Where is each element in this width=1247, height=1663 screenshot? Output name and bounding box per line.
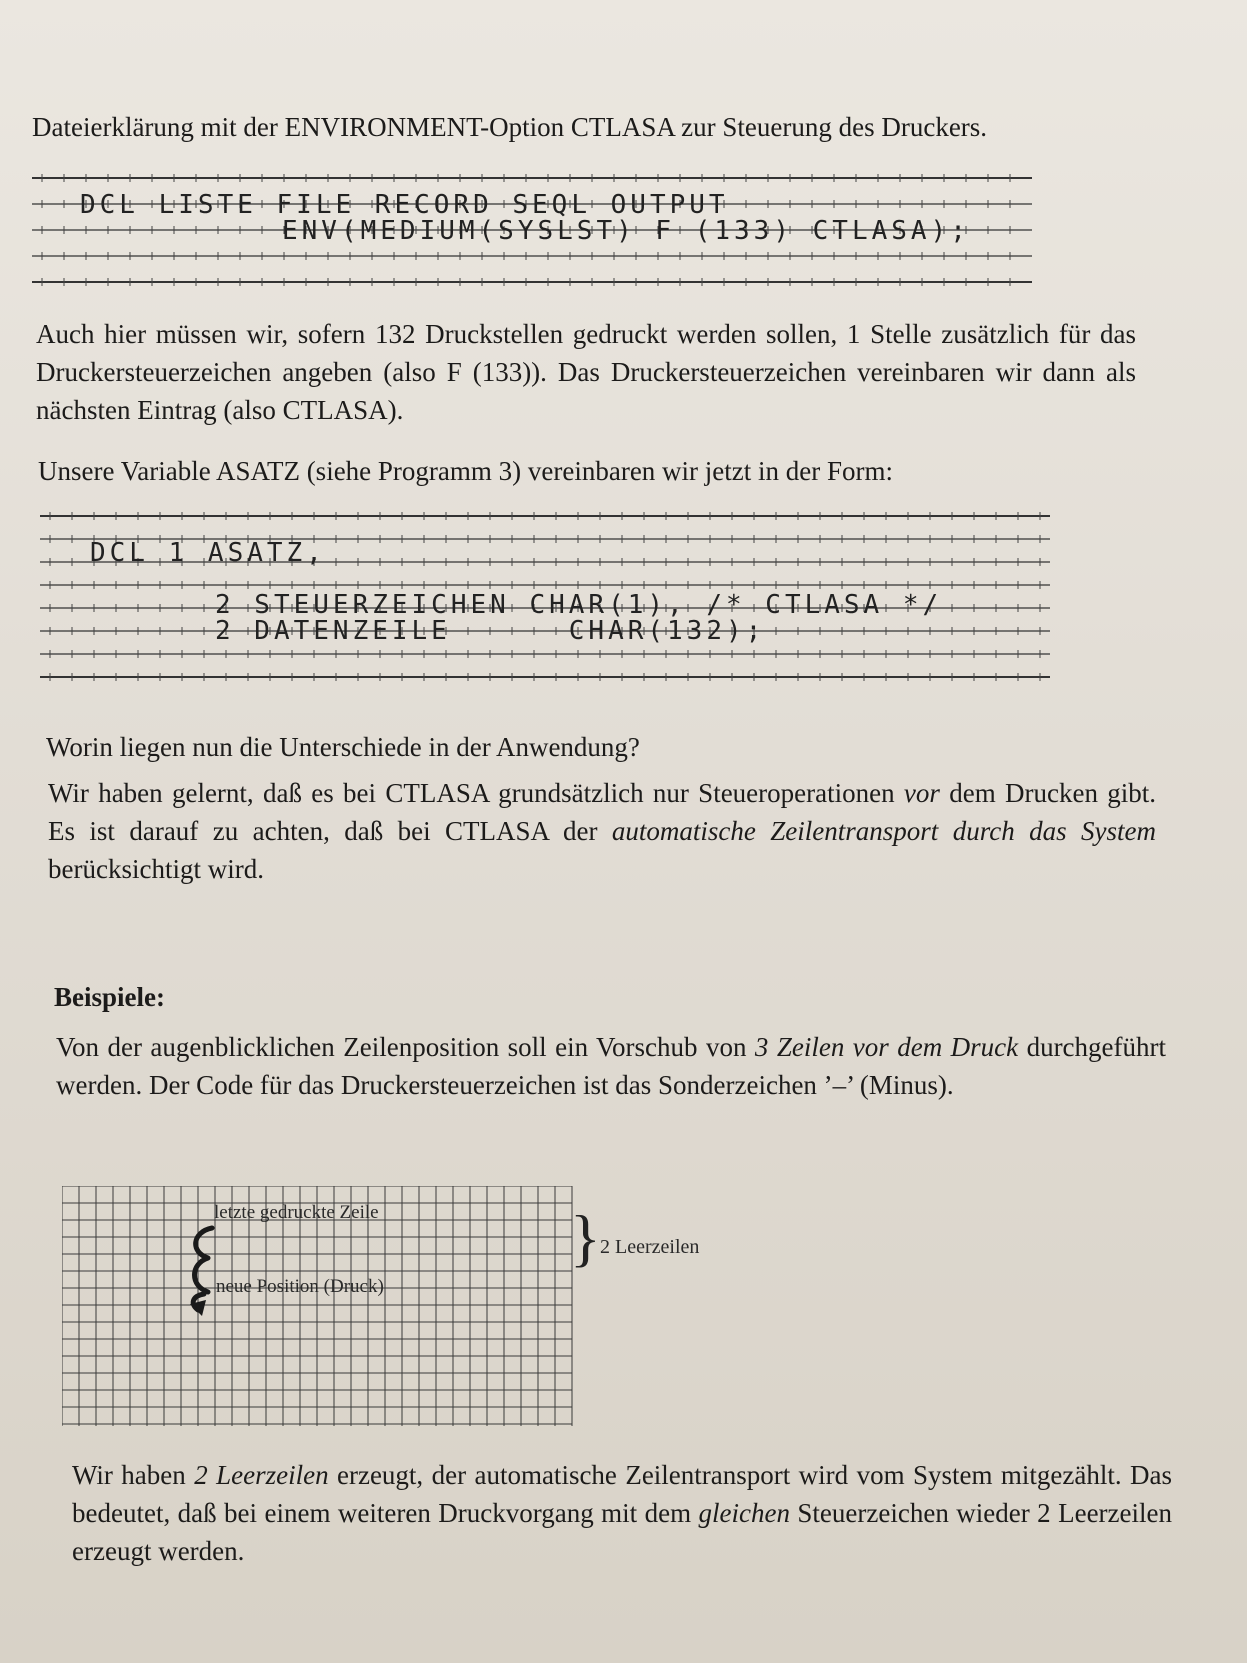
coding-sheet-1 xyxy=(32,168,1032,288)
text-span: dem Drucken gibt. Es ist darauf zu achten, daß bei CTLASA der xyxy=(48,778,1156,846)
label-blank-lines: 2 Leerzeilen xyxy=(600,1236,700,1258)
text-span: Wir haben gelernt, daß es bei CTLASA grundsätzlich nur Steueroperationen xyxy=(48,778,904,808)
paragraph-4 xyxy=(56,1028,1166,1104)
code-line: 2 STEUERZEICHEN CHAR(1), /* CTLASA */ xyxy=(215,590,943,620)
text-span: berücksichtigt wird. xyxy=(48,854,264,884)
emphasis: 3 Zeilen vor dem Druck xyxy=(754,1032,1019,1062)
emphasis: gleichen xyxy=(698,1498,790,1528)
intro-line: Dateierklärung mit der ENVIRONMENT-Option CTLASA zur Steuerung des Druckers. xyxy=(32,112,988,142)
emphasis: vor xyxy=(903,778,940,808)
examples-heading: Beispiele: xyxy=(54,982,165,1012)
text-span: durchgeführt werden. Der Code für das Druckersteuerzeichen ist das Sonderzeichen ’–’ (Minus). xyxy=(56,1032,1167,1100)
text-span: Wir haben xyxy=(72,1460,195,1490)
code-line: DCL LISTE FILE RECORD SEQL OUTPUT xyxy=(80,190,729,220)
question: Worin liegen nun die Unterschiede in der Anwendung? xyxy=(46,732,640,762)
paragraph-5 xyxy=(72,1456,1172,1570)
arrow-icon xyxy=(184,1214,224,1324)
paragraph-3 xyxy=(48,774,1156,888)
code-line: DCL 1 ASATZ, xyxy=(90,538,326,568)
print-grid-diagram xyxy=(62,1186,722,1436)
label-last-line: letzte gedruckte Zeile xyxy=(214,1202,379,1223)
paragraph-1: Auch hier müssen wir, sofern 132 Druckstellen gedruckt werden sollen, 1 Stelle zusätzlich für das Druckersteuerzeichen angeben (also F (133)). Das Druckersteuerzeichen vereinbaren wir dann als nächsten Eintrag (also CTLASA). xyxy=(36,319,1136,425)
code-line: ENV(MEDIUM(SYSLST) F (133) CTLASA); xyxy=(282,216,970,246)
coding-sheet-2 xyxy=(40,508,1050,693)
text-span: Steuerzeichen wieder 2 Leerzeilen erzeugt werden. xyxy=(72,1498,1172,1566)
text-span: Von der augenblicklichen Zeilenposition soll ein Vorschub von xyxy=(56,1032,755,1062)
emphasis: automatische Zeilentransport durch das System xyxy=(611,816,1157,846)
emphasis: 2 Leerzeilen xyxy=(194,1460,329,1490)
brace-icon: } xyxy=(570,1202,601,1273)
label-new-position: neue Position (Druck) xyxy=(216,1276,384,1297)
code-line: 2 DATENZEILE CHAR(132); xyxy=(215,616,766,646)
text-span: erzeugt, der automatische Zeilentransport wird vom System mitgezählt. Das bedeutet, daß bei einem weiteren Druckvorgang mit dem xyxy=(72,1460,1172,1528)
paragraph-2: Unsere Variable ASATZ (siehe Programm 3) vereinbaren wir jetzt in der Form: xyxy=(38,456,894,486)
